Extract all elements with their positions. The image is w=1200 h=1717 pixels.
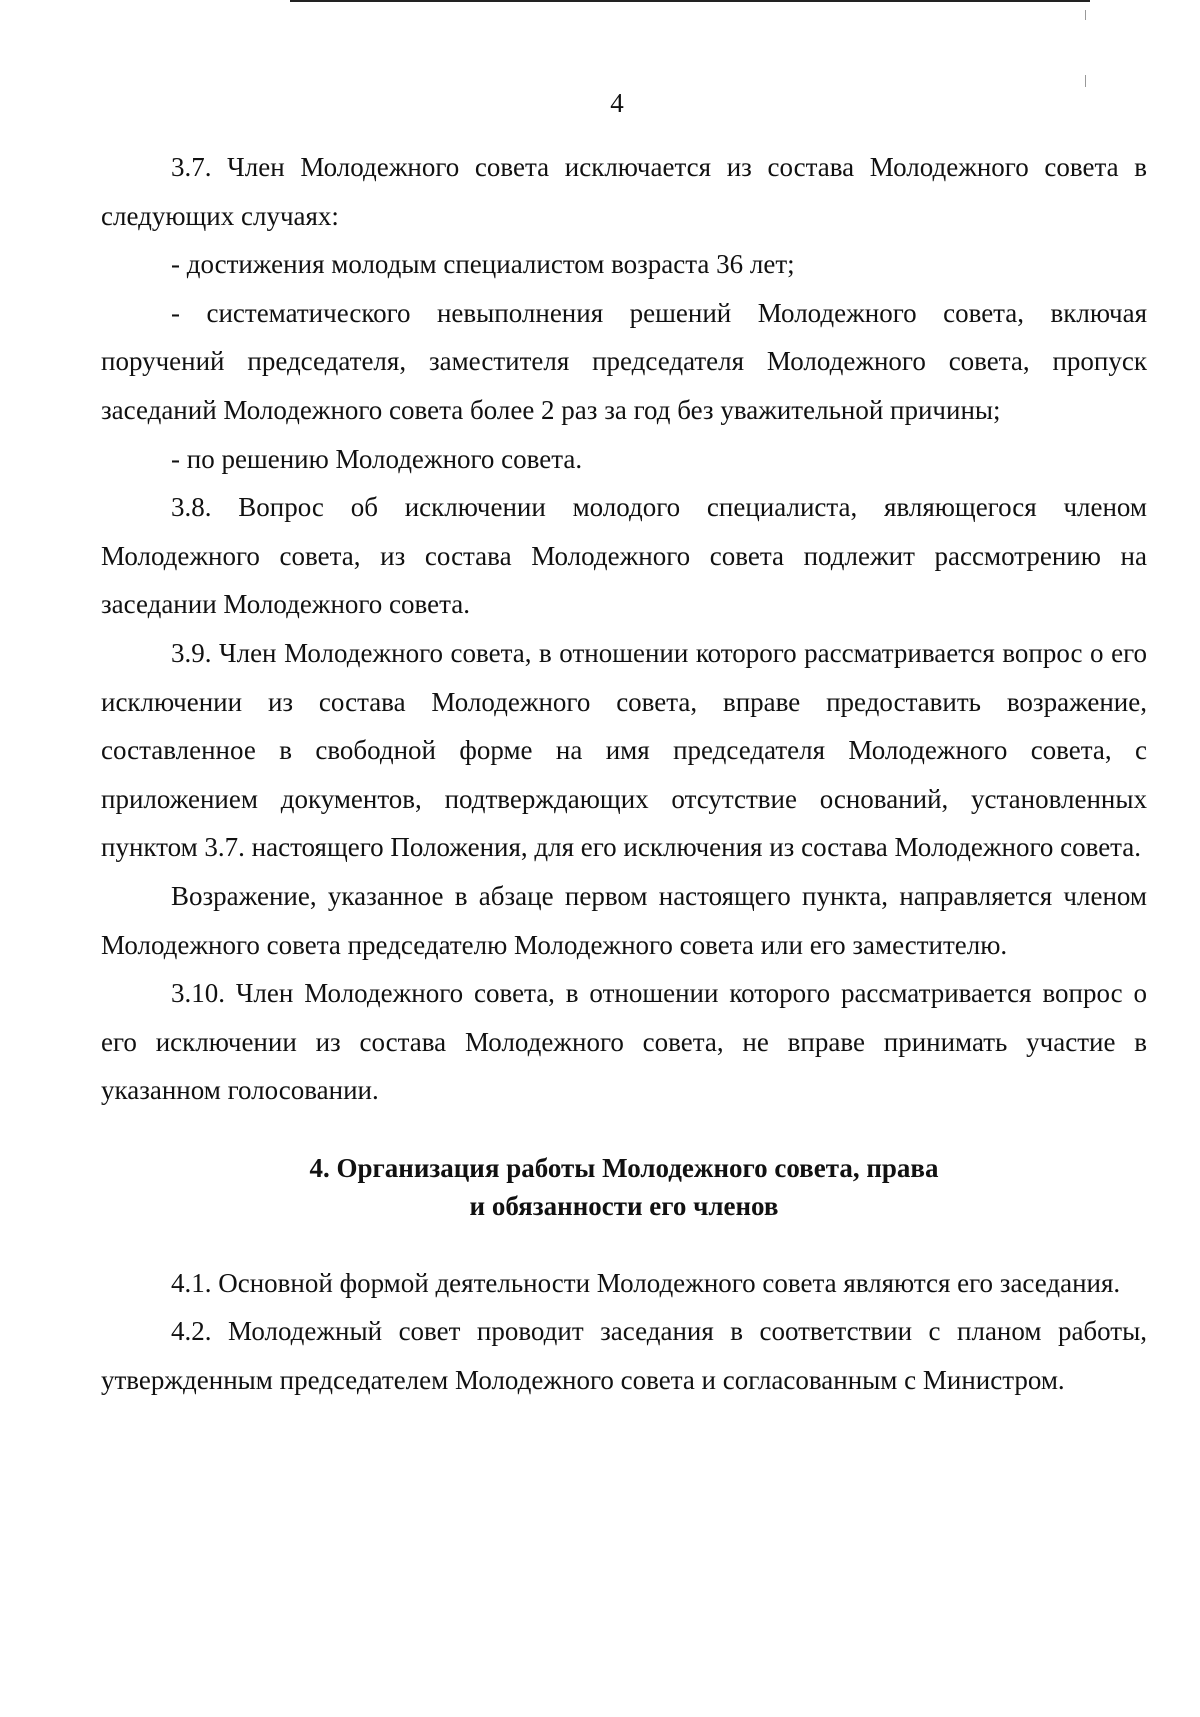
paragraph-objection: Возражение, указанное в абзаце первом настоящего пункта, направляется членом Молодежного совета председателю Молодежного совета или его заместителю.: [101, 880, 1147, 960]
document-body: [101, 143, 1147, 1405]
list-item-age: - достижения молодым специалистом возраста 36 лет;: [171, 249, 795, 280]
paragraph-3-10: 3.10. Член Молодежного совета, в отношении которого рассматривается вопрос о его исключении из состава Молодежного совета, не вправе принимать участие в указанном голосовании.: [101, 978, 1147, 1106]
list-item-council-decision: - по решению Молодежного совета.: [171, 443, 583, 474]
paragraph-3-7: 3.7. Член Молодежного совета исключается из состава Молодежного совета в следующих случаях:: [101, 152, 1147, 231]
scan-mark: [1085, 75, 1086, 87]
scan-mark: [1085, 10, 1086, 20]
scan-top-edge: [290, 0, 1090, 2]
paragraph-3-8: 3.8. Вопрос об исключении молодого специалиста, являющегося членом Молодежного совета, из состава Молодежного совета подлежит рассмотрению на заседании Молодежного совета.: [101, 492, 1147, 620]
list-item-nonperformance: - систематического невыполнения решений Молодежного совета, включая поручений председателя, заместителя председателя Молодежного совета, пропуск заседаний Молодежного совета более 2 раз за год без уважительной причины;: [101, 297, 1147, 425]
paragraph-4-2: 4.2. Молодежный совет проводит заседания в соответствии с планом работы, утвержденным председателем Молодежного совета и согласованным с Министром.: [101, 1316, 1147, 1396]
paragraph-4-1: 4.1. Основной формой деятельности Молодежного совета являются его заседания.: [171, 1267, 1121, 1298]
section-heading: [101, 1149, 1147, 1225]
paragraph-3-9: 3.9. Член Молодежного совета, в отношении которого рассматривается вопрос о его исключении из состава Молодежного совета, вправе предоставить возражение, составленное в свободной форме на имя председателя Молодежного совета, с приложением документов, подтверждающих отсутствие оснований, установленных пунктом 3.7. настоящего Положения, для его исключения из состава Молодежного совета.: [101, 637, 1147, 863]
section-heading-line-1: 4. Организация работы Молодежного совета, права: [309, 1152, 939, 1183]
page-number: 4: [610, 88, 624, 118]
section-heading-line-2: и обязанности его членов: [469, 1190, 779, 1221]
